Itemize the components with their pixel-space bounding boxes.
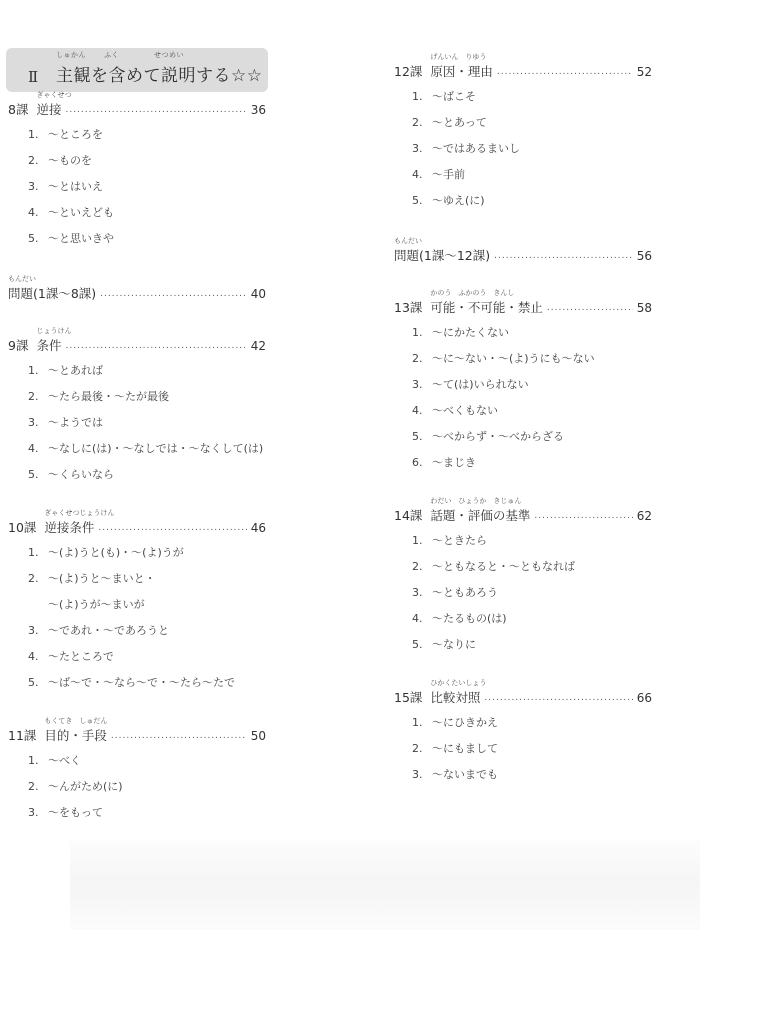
list-item: 2. ～に～ない・～(よ)うにも～ない bbox=[412, 352, 595, 365]
toc-entry-lesson-14[interactable] bbox=[394, 497, 652, 524]
list-item: 2. ～んがため(に) bbox=[28, 780, 123, 793]
toc-entry-review-2[interactable] bbox=[394, 237, 652, 264]
lesson-number: 10課 bbox=[8, 520, 37, 535]
list-item: 3. ～であれ・～であろうと bbox=[28, 624, 169, 637]
leader-dots bbox=[547, 303, 633, 313]
page-number: 40 bbox=[250, 287, 266, 301]
list-item: 3. ～ともあろう bbox=[412, 586, 498, 599]
list-item: ～(よ)うが～まいが bbox=[48, 598, 145, 611]
toc-entry-lesson-13[interactable] bbox=[394, 289, 652, 316]
toc-entry-lesson-8[interactable] bbox=[8, 91, 266, 118]
list-item: 3. ～とはいえ bbox=[28, 180, 103, 193]
furigana: ぎゃくせつ bbox=[36, 91, 72, 99]
list-item: 3. ～ではあるまいし bbox=[412, 142, 520, 155]
list-item: 5. ～べからず・～べからざる bbox=[412, 430, 564, 443]
furigana: げんいん りゆう bbox=[430, 53, 487, 61]
lesson-number: 14課 bbox=[394, 508, 423, 523]
list-item: 2. ～ともなると・～ともなれば bbox=[412, 560, 575, 573]
lesson-number: 13課 bbox=[394, 300, 423, 315]
page-number: 56 bbox=[636, 249, 652, 263]
list-item: 3. ～て(は)いられない bbox=[412, 378, 529, 391]
leader-dots bbox=[65, 105, 246, 115]
leader-dots bbox=[494, 251, 633, 261]
list-item: 1. ～とあれば bbox=[28, 364, 103, 377]
list-item: 1. ～ときたら bbox=[412, 534, 487, 547]
list-item: 1. ～べく bbox=[28, 754, 81, 767]
list-item: 4. ～なしに(は)・～なしでは・～なくして(は) bbox=[28, 442, 264, 455]
furigana: もくてき しゅだん bbox=[44, 717, 108, 725]
page-number: 62 bbox=[636, 509, 652, 523]
lesson-title: わだい ひょうか きじゅん 話題・評価の基準 bbox=[430, 497, 531, 523]
lesson-title: ひかくたいしょう 比較対照 bbox=[430, 679, 487, 705]
list-item: 1. ～にひきかえ bbox=[412, 716, 498, 729]
list-item: 3. ～ようでは bbox=[28, 416, 103, 429]
page-number: 50 bbox=[250, 729, 266, 743]
page-number: 36 bbox=[250, 103, 266, 117]
lesson-title: もくてき しゅだん 目的・手段 bbox=[44, 717, 108, 743]
lesson-number: 12課 bbox=[394, 64, 423, 79]
list-item: 4. ～たところで bbox=[28, 650, 114, 663]
list-item: 5. ～ば～で・～なら～で・～たら～たで bbox=[28, 676, 235, 689]
furigana: ふく bbox=[104, 51, 119, 59]
furigana: かのう ふかのう きんし bbox=[430, 289, 515, 297]
list-item: 3. ～ないまでも bbox=[412, 768, 498, 781]
leader-dots bbox=[100, 289, 247, 299]
list-item: 1. ～ばこそ bbox=[412, 90, 476, 103]
section-number: Ⅱ bbox=[28, 68, 39, 86]
page-number: 58 bbox=[636, 301, 652, 315]
toc-entry-lesson-9[interactable] bbox=[8, 327, 266, 354]
leader-dots bbox=[111, 731, 247, 741]
list-item: 4. ～べくもない bbox=[412, 404, 498, 417]
leader-dots bbox=[484, 693, 632, 703]
list-item: 1. ～ところを bbox=[28, 128, 103, 141]
review-title: もんだい 問題(1課～12課) bbox=[394, 237, 491, 263]
page-number: 52 bbox=[636, 65, 652, 79]
leader-dots bbox=[98, 523, 246, 533]
lesson-number: 15課 bbox=[394, 690, 423, 705]
toc-entry-lesson-10[interactable] bbox=[8, 509, 266, 536]
furigana: もんだい bbox=[8, 275, 36, 283]
review-title: もんだい 問題(1課～8課) bbox=[8, 275, 97, 301]
lesson-title: ぎゃくせつじょうけん 逆接条件 bbox=[44, 509, 115, 535]
furigana: じょうけん bbox=[36, 327, 72, 335]
list-item: 3. ～をもって bbox=[28, 806, 103, 819]
page-number: 42 bbox=[250, 339, 266, 353]
list-item: 4. ～たるもの(は) bbox=[412, 612, 507, 625]
list-item: 6. ～まじき bbox=[412, 456, 476, 469]
list-item: 4. ～といえども bbox=[28, 206, 114, 219]
list-item: 5. ～ゆえ(に) bbox=[412, 194, 485, 207]
lesson-number: 11課 bbox=[8, 728, 37, 743]
lesson-title: かのう ふかのう きんし 可能・不可能・禁止 bbox=[430, 289, 543, 315]
furigana: ひかくたいしょう bbox=[430, 679, 487, 687]
page-number: 66 bbox=[636, 691, 652, 705]
leader-dots bbox=[65, 341, 246, 351]
list-item: 5. ～くらいなら bbox=[28, 468, 114, 481]
lesson-title: ぎゃくせつ 逆接 bbox=[36, 91, 72, 117]
lesson-title: げんいん りゆう 原因・理由 bbox=[430, 53, 493, 79]
list-item: 1. ～(よ)うと(も)・～(よ)うが bbox=[28, 546, 184, 559]
toc-entry-lesson-12[interactable] bbox=[394, 53, 652, 80]
furigana: わだい ひょうか きじゅん bbox=[430, 497, 522, 505]
section-header bbox=[6, 48, 268, 92]
lesson-number: 8課 bbox=[8, 102, 29, 117]
list-item: 1. ～にかたくない bbox=[412, 326, 509, 339]
list-item: 5. ～と思いきや bbox=[28, 232, 114, 245]
page-number: 46 bbox=[250, 521, 266, 535]
list-item: 2. ～ものを bbox=[28, 154, 92, 167]
furigana: せつめい bbox=[154, 51, 184, 59]
list-item: 4. ～手前 bbox=[412, 168, 465, 181]
furigana: もんだい bbox=[394, 237, 422, 245]
furigana: しゅかん bbox=[56, 51, 86, 59]
list-item: 2. ～たら最後・～たが最後 bbox=[28, 390, 169, 403]
lesson-title: じょうけん 条件 bbox=[36, 327, 72, 353]
list-item: 2. ～(よ)うと～まいと・ bbox=[28, 572, 156, 585]
toc-entry-review-1[interactable] bbox=[8, 275, 266, 302]
lesson-number: 9課 bbox=[8, 338, 29, 353]
leader-dots bbox=[534, 511, 632, 521]
page-shadow bbox=[70, 840, 700, 930]
list-item: 2. ～にもまして bbox=[412, 742, 498, 755]
list-item: 5. ～なりに bbox=[412, 638, 476, 651]
section-title: しゅかん ふく せつめい 主観を含めて説明する☆☆ bbox=[56, 51, 263, 86]
furigana: ぎゃくせつじょうけん bbox=[44, 509, 115, 517]
list-item: 2. ～とあって bbox=[412, 116, 487, 129]
toc-entry-lesson-11[interactable] bbox=[8, 717, 266, 744]
leader-dots bbox=[497, 67, 633, 77]
toc-entry-lesson-15[interactable] bbox=[394, 679, 652, 706]
